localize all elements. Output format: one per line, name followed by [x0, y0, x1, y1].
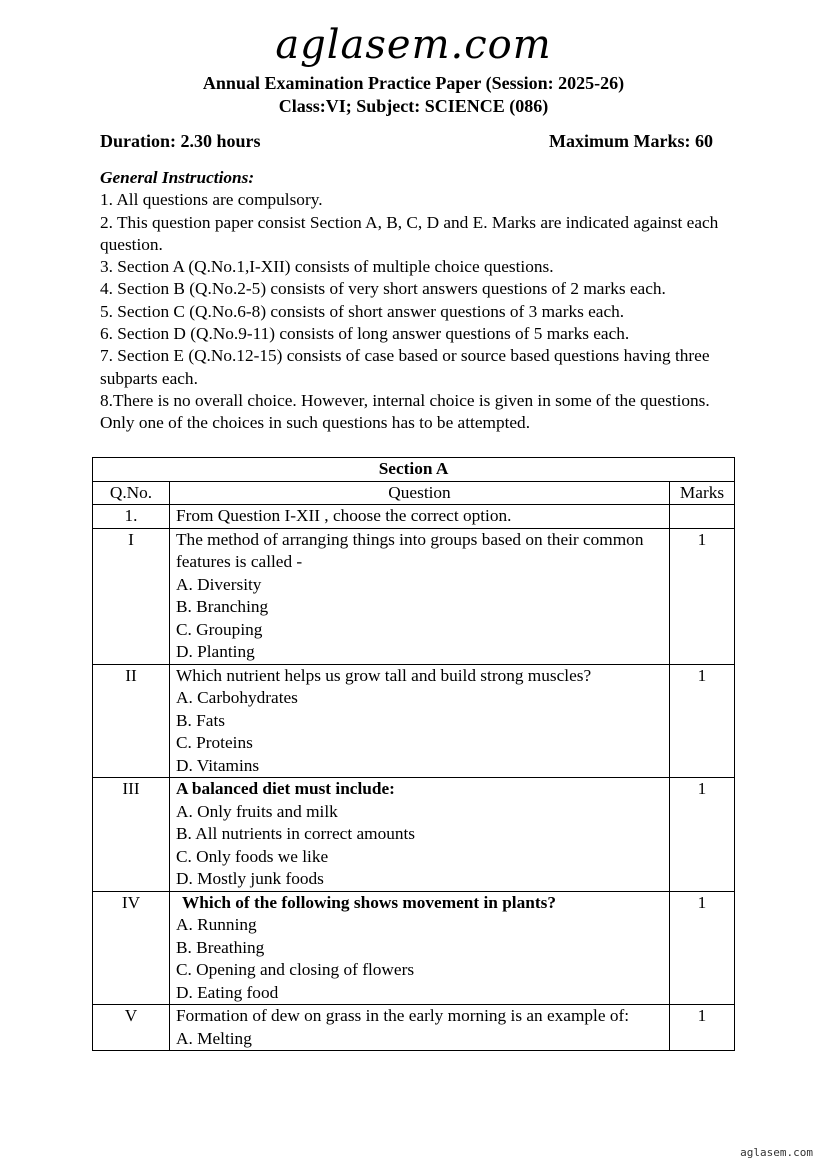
- qno-cell: 1.: [93, 505, 170, 529]
- marks-cell: [670, 505, 735, 529]
- general-instructions: [100, 167, 720, 435]
- marks-cell: 1: [670, 891, 735, 1005]
- question-text: Which of the following shows movement in plants?: [182, 892, 556, 912]
- qno-cell: II: [93, 664, 170, 778]
- class-subject: Class:VI; Subject: SCIENCE (086): [278, 96, 549, 116]
- instruction-item: 8.There is no overall choice. However, internal choice is given in some of the questions. Only one of the choices in such questions has to be attempted.: [100, 390, 710, 433]
- table-row: [93, 505, 735, 529]
- option: B. Breathing: [176, 937, 265, 957]
- footer-watermark: aglasem.com: [740, 1146, 813, 1159]
- site-logo: aglasem.com: [275, 22, 552, 68]
- instruction-item: 5. Section C (Q.No.6-8) consists of short answer questions of 3 marks each.: [100, 301, 625, 321]
- qno-cell: V: [93, 1005, 170, 1051]
- marks-cell: 1: [670, 1005, 735, 1051]
- table-header-row: [93, 481, 735, 505]
- option: C. Grouping: [176, 619, 263, 639]
- question-cell: [170, 778, 670, 892]
- marks-cell: 1: [670, 528, 735, 664]
- table-row: [93, 528, 735, 664]
- option: A. Carbohydrates: [176, 688, 298, 707]
- section-a-table: [92, 457, 735, 1051]
- option: A. Only fruits and milk: [176, 801, 338, 821]
- instructions-title: General Instructions:: [100, 168, 255, 187]
- option: D. Planting: [176, 642, 255, 661]
- option: C. Only foods we like: [176, 846, 329, 866]
- option: A. Melting: [176, 1028, 252, 1048]
- option: C. Proteins: [176, 733, 253, 752]
- qno-cell: IV: [93, 891, 170, 1005]
- header-qno: Q.No.: [93, 481, 170, 505]
- instruction-item: 6. Section D (Q.No.9-11) consists of long answer questions of 5 marks each.: [100, 324, 630, 344]
- question-text: Formation of dew on grass in the early morning is an example of:: [176, 1006, 630, 1025]
- instruction-item: 2. This question paper consist Section A, B, C, D and E. Marks are indicated against each question.: [100, 212, 719, 254]
- paper-meta: [100, 131, 713, 152]
- question-cell: [170, 528, 670, 664]
- option: C. Opening and closing of flowers: [176, 960, 415, 979]
- option: D. Eating food: [176, 982, 279, 1002]
- paper-title: Annual Examination Practice Paper (Session: 2025-26): [202, 73, 625, 93]
- instruction-item: 4. Section B (Q.No.2-5) consists of very short answers questions of 2 marks each.: [100, 279, 666, 299]
- instruction-item: 3. Section A (Q.No.1,I-XII) consists of multiple choice questions.: [100, 257, 554, 277]
- option: D. Mostly junk foods: [176, 869, 324, 888]
- section-title-row: [93, 458, 735, 482]
- option: A. Running: [176, 915, 257, 934]
- marks-cell: 1: [670, 664, 735, 778]
- duration-label: Duration: 2.30 hours: [100, 131, 261, 151]
- table-row: [93, 891, 735, 1005]
- section-title: Section A: [93, 458, 735, 482]
- question-text: Which nutrient helps us grow tall and build strong muscles?: [176, 665, 592, 685]
- table-row: [93, 664, 735, 778]
- instruction-item: 1. All questions are compulsory.: [100, 190, 323, 210]
- option: B. All nutrients in correct amounts: [176, 824, 416, 843]
- table-row: [93, 778, 735, 892]
- instruction-item: 7. Section E (Q.No.12-15) consists of case based or source based questions having three subparts each.: [100, 346, 710, 388]
- question-cell: [170, 664, 670, 778]
- option: B. Fats: [176, 710, 225, 730]
- max-marks-label: Maximum Marks: 60: [549, 131, 713, 151]
- option: B. Branching: [176, 597, 269, 616]
- header-marks: Marks: [670, 481, 735, 505]
- table-row: [93, 1005, 735, 1051]
- question-text: The method of arranging things into groups based on their common features is called -: [176, 529, 644, 571]
- header-question: Question: [170, 481, 670, 505]
- qno-cell: III: [93, 778, 170, 892]
- option: A. Diversity: [176, 574, 262, 594]
- option: D. Vitamins: [176, 755, 260, 775]
- question-cell: [170, 1005, 670, 1051]
- qno-cell: I: [93, 528, 170, 664]
- question-cell: [170, 891, 670, 1005]
- marks-cell: 1: [670, 778, 735, 892]
- question-text: A balanced diet must include:: [176, 779, 395, 798]
- question-cell: From Question I-XII , choose the correct option.: [170, 505, 670, 529]
